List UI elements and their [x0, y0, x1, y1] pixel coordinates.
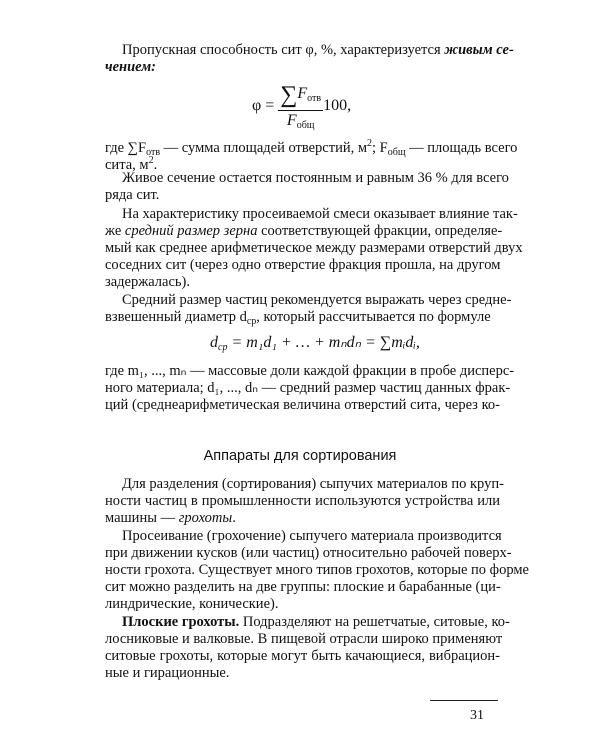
text-span: ; F — [372, 139, 388, 156]
formula-sub: ср — [218, 342, 228, 353]
formula-sub: отв — [307, 93, 322, 104]
text-line: Просеивание (грохочение) сыпучего материала производится — [122, 528, 502, 544]
formula-numerator: F — [297, 85, 308, 102]
emphasis-term: живым се- — [444, 42, 514, 58]
text-span: Пропускная способность сит φ, %, характеризуется — [122, 42, 445, 58]
text-sup: 2 — [367, 138, 373, 149]
text-line: ности частиц в промышленности используются устройства или — [105, 493, 500, 509]
text-span: же — [105, 223, 125, 239]
text-line — [105, 223, 503, 240]
text-line — [105, 510, 500, 527]
text-span: — сумма площадей отверстий, м — [160, 139, 368, 156]
text-line: ного материала; d₁, ..., dₙ — средний размер частиц данных фрак- — [105, 380, 511, 396]
text-span: сита, м — [105, 156, 149, 173]
text-line: ности грохота. Существует много типов грохотов, которые по форме — [105, 562, 529, 578]
text-line: На характеристику просеиваемой смеси оказывает влияние так- — [122, 206, 518, 222]
text-line: ситовые грохоты, которые могут быть качающиеся, вибрацион- — [105, 648, 500, 664]
bold-term: Плоские грохоты. — [122, 614, 240, 630]
text-line: сит можно разделить на две группы: плоские и барабанные (ци- — [105, 579, 501, 595]
text-sub: ср — [246, 316, 257, 327]
text-span: где ∑F — [105, 139, 147, 156]
text-line: ные и гирационные. — [105, 665, 230, 681]
text-line — [105, 59, 500, 76]
emphasis-term: средний размер зерна — [124, 223, 258, 239]
text-line: Для разделения (сортирования) сыпучих материалов по круп- — [122, 476, 504, 492]
formula-sub: общ — [296, 120, 315, 131]
text-line: Живое сечение остается постоянным и равным 36 % для всего — [122, 170, 509, 186]
text-line: лосниковые и валковые. В пищевой отрасли широко применяют — [105, 631, 503, 647]
text-span: . — [232, 510, 236, 526]
text-line: соседних сит (через одно отверстие фракция прошла, на другом — [105, 257, 501, 273]
formula-lhs: d — [210, 334, 218, 351]
formula-fraction: $\frac{\sum F_{отв}}{F_{общ}}$ — [280, 82, 322, 131]
formula-denominator: F — [286, 112, 297, 129]
text-span: — площадь всего — [405, 139, 518, 156]
text-line: линдрические, конические). — [105, 596, 279, 612]
text-line: Средний размер частиц рекомендуется выражать через средне- — [122, 292, 512, 308]
text-line: при движении кусков (или частиц) относительно рабочей поверх- — [105, 545, 512, 561]
text-span: , который рассчитывается по формуле — [256, 309, 491, 325]
text-sup: 2 — [148, 155, 154, 166]
text-line: ций (среднеарифметическая величина отверстий сита, через ко- — [105, 397, 500, 413]
text-line: где m₁, ..., mₙ — массовые доли каждой фракции в пробе дисперс- — [105, 363, 515, 379]
text-line — [122, 42, 514, 59]
section-heading: Аппараты для сортирования — [203, 448, 397, 464]
footer-rule — [430, 700, 498, 701]
emphasis-term: грохоты — [178, 510, 233, 526]
formula-tail: 100, — [323, 97, 352, 115]
formula-lhs: φ = — [252, 97, 279, 115]
formula-throughput — [252, 82, 351, 131]
text-span: Подразделяют на решетчатые, ситовые, ко- — [239, 614, 510, 630]
text-span: . — [153, 156, 158, 173]
text-span: машины — — [105, 510, 179, 526]
text-line: мый как среднее арифметическое между размерами отверстий двух — [105, 240, 523, 256]
text-sub: общ — [387, 146, 406, 158]
text-line: ряда сит. — [105, 187, 160, 203]
formula-rhs: = m₁d₁ + … + mₙdₙ = ∑mᵢdᵢ, — [231, 334, 420, 351]
text-line — [105, 309, 500, 330]
text-span: соответствующей фракции, определяе- — [257, 223, 503, 239]
page-number: 31 — [470, 708, 484, 723]
text-span: взвешенный диаметр d — [105, 309, 247, 325]
text-line: задержалась). — [105, 274, 190, 290]
text-sub: отв — [146, 146, 161, 158]
text-line — [122, 614, 510, 631]
formula-mean-diameter — [210, 332, 420, 353]
emphasis-term: чением: — [105, 59, 156, 75]
